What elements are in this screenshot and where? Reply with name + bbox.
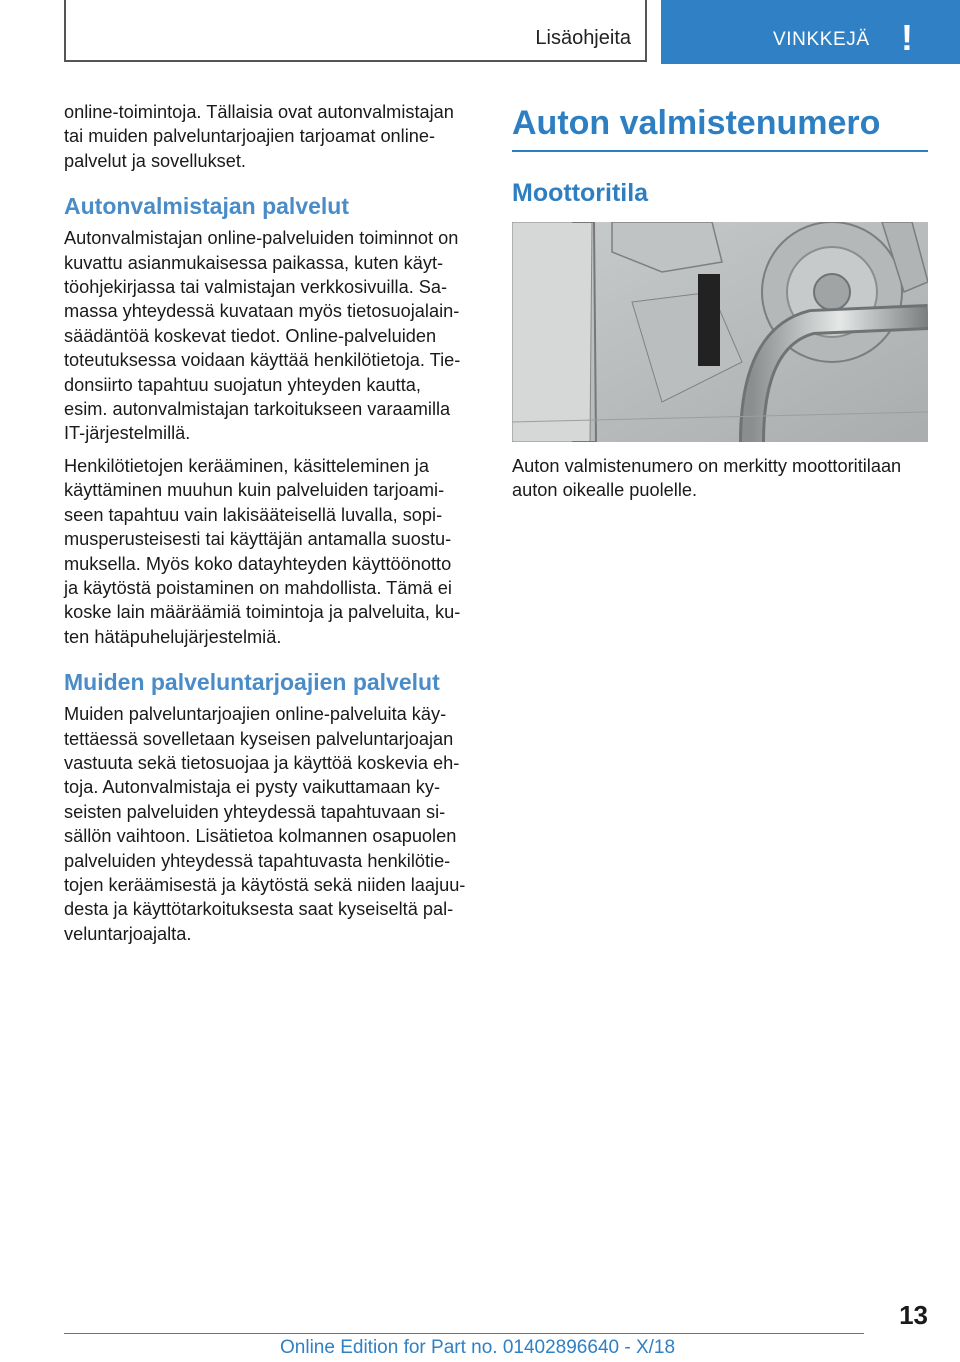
- section-title: Lisäohjeita: [535, 27, 631, 49]
- section-heading-engine-bay: Moottoritila: [512, 179, 649, 207]
- paragraph-manufacturer-services: Autonvalmistajan online-palveluiden toiminnot on kuvattu asianmukaisessa paikassa, kuten käyt‐ töohjekirjassa tai valmistajan verkkosivuilla. Sa‐ massa yhteydessä kuvataan myös tietosuojalain‐ säädäntöä koskevat tiedot. Online-palveluiden toteutuksessa voidaan käyttää henkilötietoja. Tie‐ donsiirto tapahtuu suojatun yhteyden kautta, esim. autonvalmistajan tarkoitukseen varaamilla IT-järjestelmillä.: [64, 228, 461, 444]
- paragraph-personal-data: Henkilötietojen kerääminen, käsitteleminen ja käyttäminen muuhun kuin palveluiden tarjoami‐ seen tapahtuu vain lakisääteisellä luvalla, sopi‐ musperusteisesti tai käyttäjän antamalla suostu‐ muksella. Myös koko datayhteyden käyttöönotto ja käytöstä poistaminen on mahdollista. Tämä ei koske lain määräämiä toimintoja ja palveluita, ku‐ ten hätäpuhelujärjestelmiä.: [64, 455, 461, 647]
- header-section-tab: [64, 0, 647, 62]
- exclamation-icon: !: [901, 17, 913, 58]
- heading-manufacturer-services: Autonvalmistajan palvelut: [64, 193, 350, 220]
- footer-edition: Online Edition for Part no. 01402896640 - X/18: [280, 1337, 676, 1358]
- page-title: Auton valmistenumero: [512, 100, 928, 152]
- left-column: [64, 100, 484, 954]
- footer-divider: [64, 1333, 864, 1334]
- paragraph-third-party-services: Muiden palveluntarjoajien online-palveluita käy‐ tettäessä sovelletaan kyseisen palveluntarjoajan vastuuta sekä tietosuojaa ja käyttöä koskevia eh‐ toja. Autonvalmistaja ei pysty vaikuttamaan ky‐ seisten palveluiden yhteydessä tapahtuvaan si‐ sällön vaihtoon. Lisätietoa kolmannen osapuolen palveluiden yhteydessä tapahtuvasta henkilötie‐ tojen keräämisestä ja käytöstä sekä niiden laajuu‐ desta ja käyttötarkoituksesta saat kyseiseltä pal‐ veluntarjoajalta.: [64, 704, 466, 944]
- right-column: [512, 100, 928, 511]
- heading-third-party-services: Muiden palveluntarjoajien palvelut: [64, 669, 440, 696]
- figure-caption: Auton valmistenumero on merkitty moottoritilaan auton oikealle puolelle.: [512, 456, 902, 501]
- intro-paragraph: online-toimintoja. Tällaisia ovat autonvalmistajan tai muiden palveluntarjoajien tarjoamat online- palvelut ja sovellukset.: [64, 102, 454, 171]
- page-number: 13: [899, 1300, 928, 1330]
- header-chapter-tab: [661, 0, 960, 64]
- chapter-title: VINKKEJÄ: [773, 29, 870, 50]
- engine-bay-image: [512, 222, 928, 442]
